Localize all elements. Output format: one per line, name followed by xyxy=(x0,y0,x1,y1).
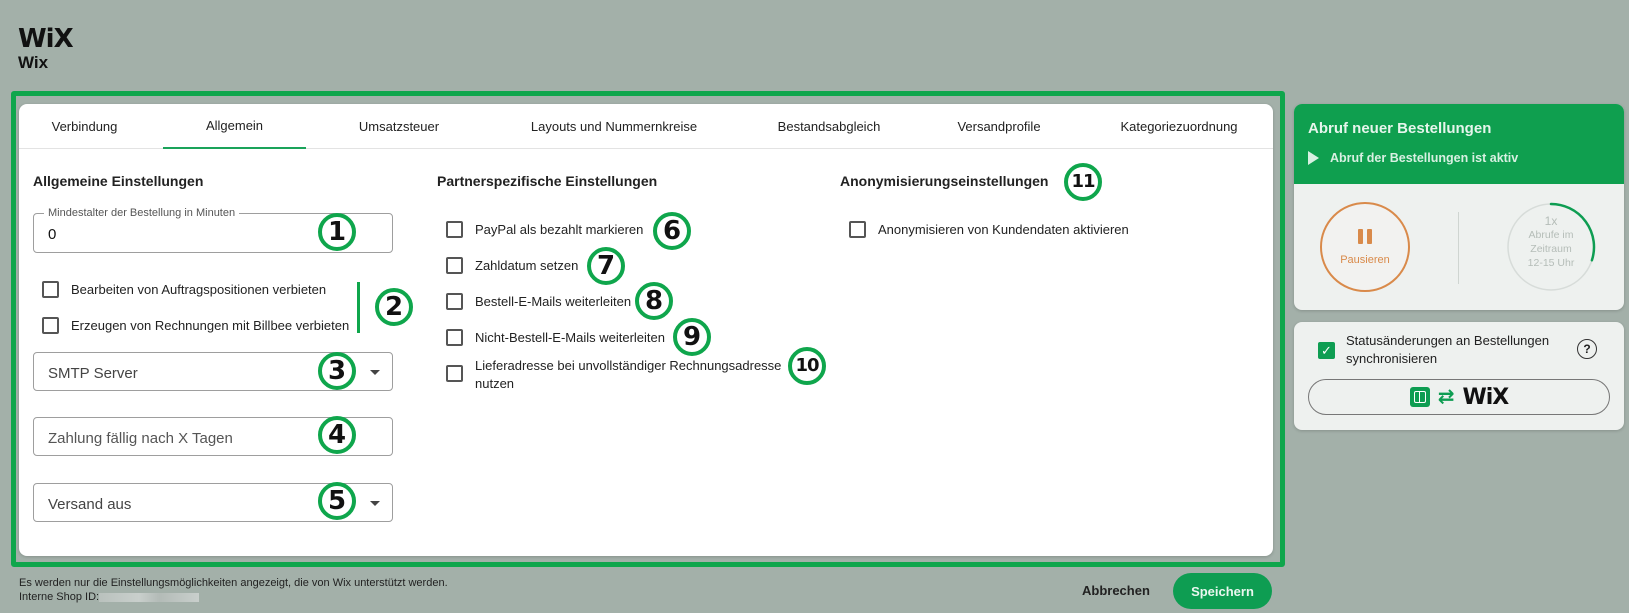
sync-label: Statusänderungen an Bestellungen synchronisieren xyxy=(1346,333,1550,366)
annotation-badge-4: 4 xyxy=(318,416,356,454)
cb-pay-date-label: Zahldatum setzen xyxy=(475,258,579,273)
annotation-badge-9: 9 xyxy=(673,318,711,356)
smtp-value: SMTP Server xyxy=(48,365,138,382)
partner-settings-title: Partnerspezifische Einstellungen xyxy=(437,173,658,189)
divider xyxy=(1458,212,1459,284)
play-icon xyxy=(1308,151,1319,165)
footer-note xyxy=(19,576,448,604)
sync-checkbox[interactable]: ✓ xyxy=(1318,342,1335,359)
order-fetch-status-text: Abruf der Bestellungen ist aktiv xyxy=(1330,151,1519,165)
annotation-badge-3: 3 xyxy=(318,352,356,390)
sync-connection-pill[interactable] xyxy=(1308,379,1610,415)
gauge-text xyxy=(1506,214,1596,270)
annotation-badge-5: 5 xyxy=(318,482,356,520)
support-note: Es werden nur die Einstellungsmöglichkeiten angezeigt, die von Wix unterstützt werden. xyxy=(19,577,448,589)
sync-arrows-icon: ⇄ xyxy=(1437,386,1455,408)
gauge-count: 1x xyxy=(1544,214,1558,228)
min-age-value[interactable]: 0 xyxy=(48,226,57,243)
shipping-from-value: Versand aus xyxy=(48,496,132,513)
wix-brand: WiX xyxy=(1462,384,1509,410)
pause-button[interactable] xyxy=(1320,202,1410,292)
highlight-frame xyxy=(11,91,1285,567)
tab-layouts[interactable]: Layouts und Nummernkreise xyxy=(530,119,698,134)
order-fetch-status xyxy=(1308,151,1610,165)
tab-allgemein[interactable]: Allgemein xyxy=(163,104,306,149)
anon-settings-title: Anonymisierungseinstellungen xyxy=(840,173,1049,189)
annotation-badge-7: 7 xyxy=(587,247,625,285)
tab-bestandsabgleich[interactable]: Bestandsabgleich xyxy=(777,119,881,134)
tab-umsatzsteuer[interactable]: Umsatzsteuer xyxy=(358,119,440,134)
gauge-line3: 12-15 Uhr xyxy=(1527,257,1575,269)
annotation-badge-11: 11 xyxy=(1064,163,1102,201)
cb-edit-positions-label: Bearbeiten von Auftragspositionen verbieten xyxy=(71,282,327,297)
annotation-badge-1: 1 xyxy=(318,213,356,251)
gauge-line2: Zeitraum xyxy=(1530,243,1572,255)
sync-panel xyxy=(1294,322,1624,430)
annotation-badge-10: 10 xyxy=(788,347,826,385)
annotation-badge-6: 6 xyxy=(653,212,691,250)
cb-paypal-label: PayPal als bezahlt markieren xyxy=(475,222,644,237)
pause-label: Pausieren xyxy=(1340,253,1390,266)
help-icon[interactable]: ? xyxy=(1577,339,1597,359)
cb-invoices-label: Erzeugen von Rechnungen mit Billbee verbieten xyxy=(71,318,350,333)
annotation-badge-2: 2 xyxy=(375,288,413,326)
tab-kategoriezuordnung[interactable]: Kategoriezuordnung xyxy=(1120,119,1238,134)
save-button[interactable]: Speichern xyxy=(1173,573,1272,609)
order-fetch-title: Abruf neuer Bestellungen xyxy=(1308,120,1492,137)
gauge-line1: Abrufe im xyxy=(1528,229,1574,241)
annotation-badge-8: 8 xyxy=(635,282,673,320)
shop-name: Wix xyxy=(18,53,49,72)
pause-icon xyxy=(1358,229,1372,244)
tab-versandprofile[interactable]: Versandprofile xyxy=(957,119,1041,134)
wix-logo-mark: WiX xyxy=(18,24,73,54)
general-settings-title: Allgemeine Einstellungen xyxy=(33,173,204,189)
cb-order-mails-label: Bestell-E-Mails weiterleiten xyxy=(475,294,632,309)
wix-logo xyxy=(18,26,73,71)
billbee-icon xyxy=(1410,387,1430,407)
min-age-label: Mindestalter der Bestellung in Minuten xyxy=(44,207,239,219)
cb-non-order-mails-label: Nicht-Bestell-E-Mails weiterleiten xyxy=(475,330,665,345)
redacted-shop-id xyxy=(99,593,199,602)
order-fetch-header xyxy=(1294,104,1624,184)
order-fetch-panel xyxy=(1294,104,1624,310)
shop-id-label: Interne Shop ID: xyxy=(19,591,100,603)
payment-due-placeholder: Zahlung fällig nach X Tagen xyxy=(48,430,233,447)
cb-anonymize-label: Anonymisieren von Kundendaten aktivieren xyxy=(878,222,1129,237)
cb-delivery-address-label: Lieferadresse bei unvollständiger Rechnungsadresse nutzen xyxy=(475,358,782,391)
cancel-button[interactable]: Abbrechen xyxy=(1082,583,1150,598)
tab-verbindung[interactable]: Verbindung xyxy=(51,119,118,134)
